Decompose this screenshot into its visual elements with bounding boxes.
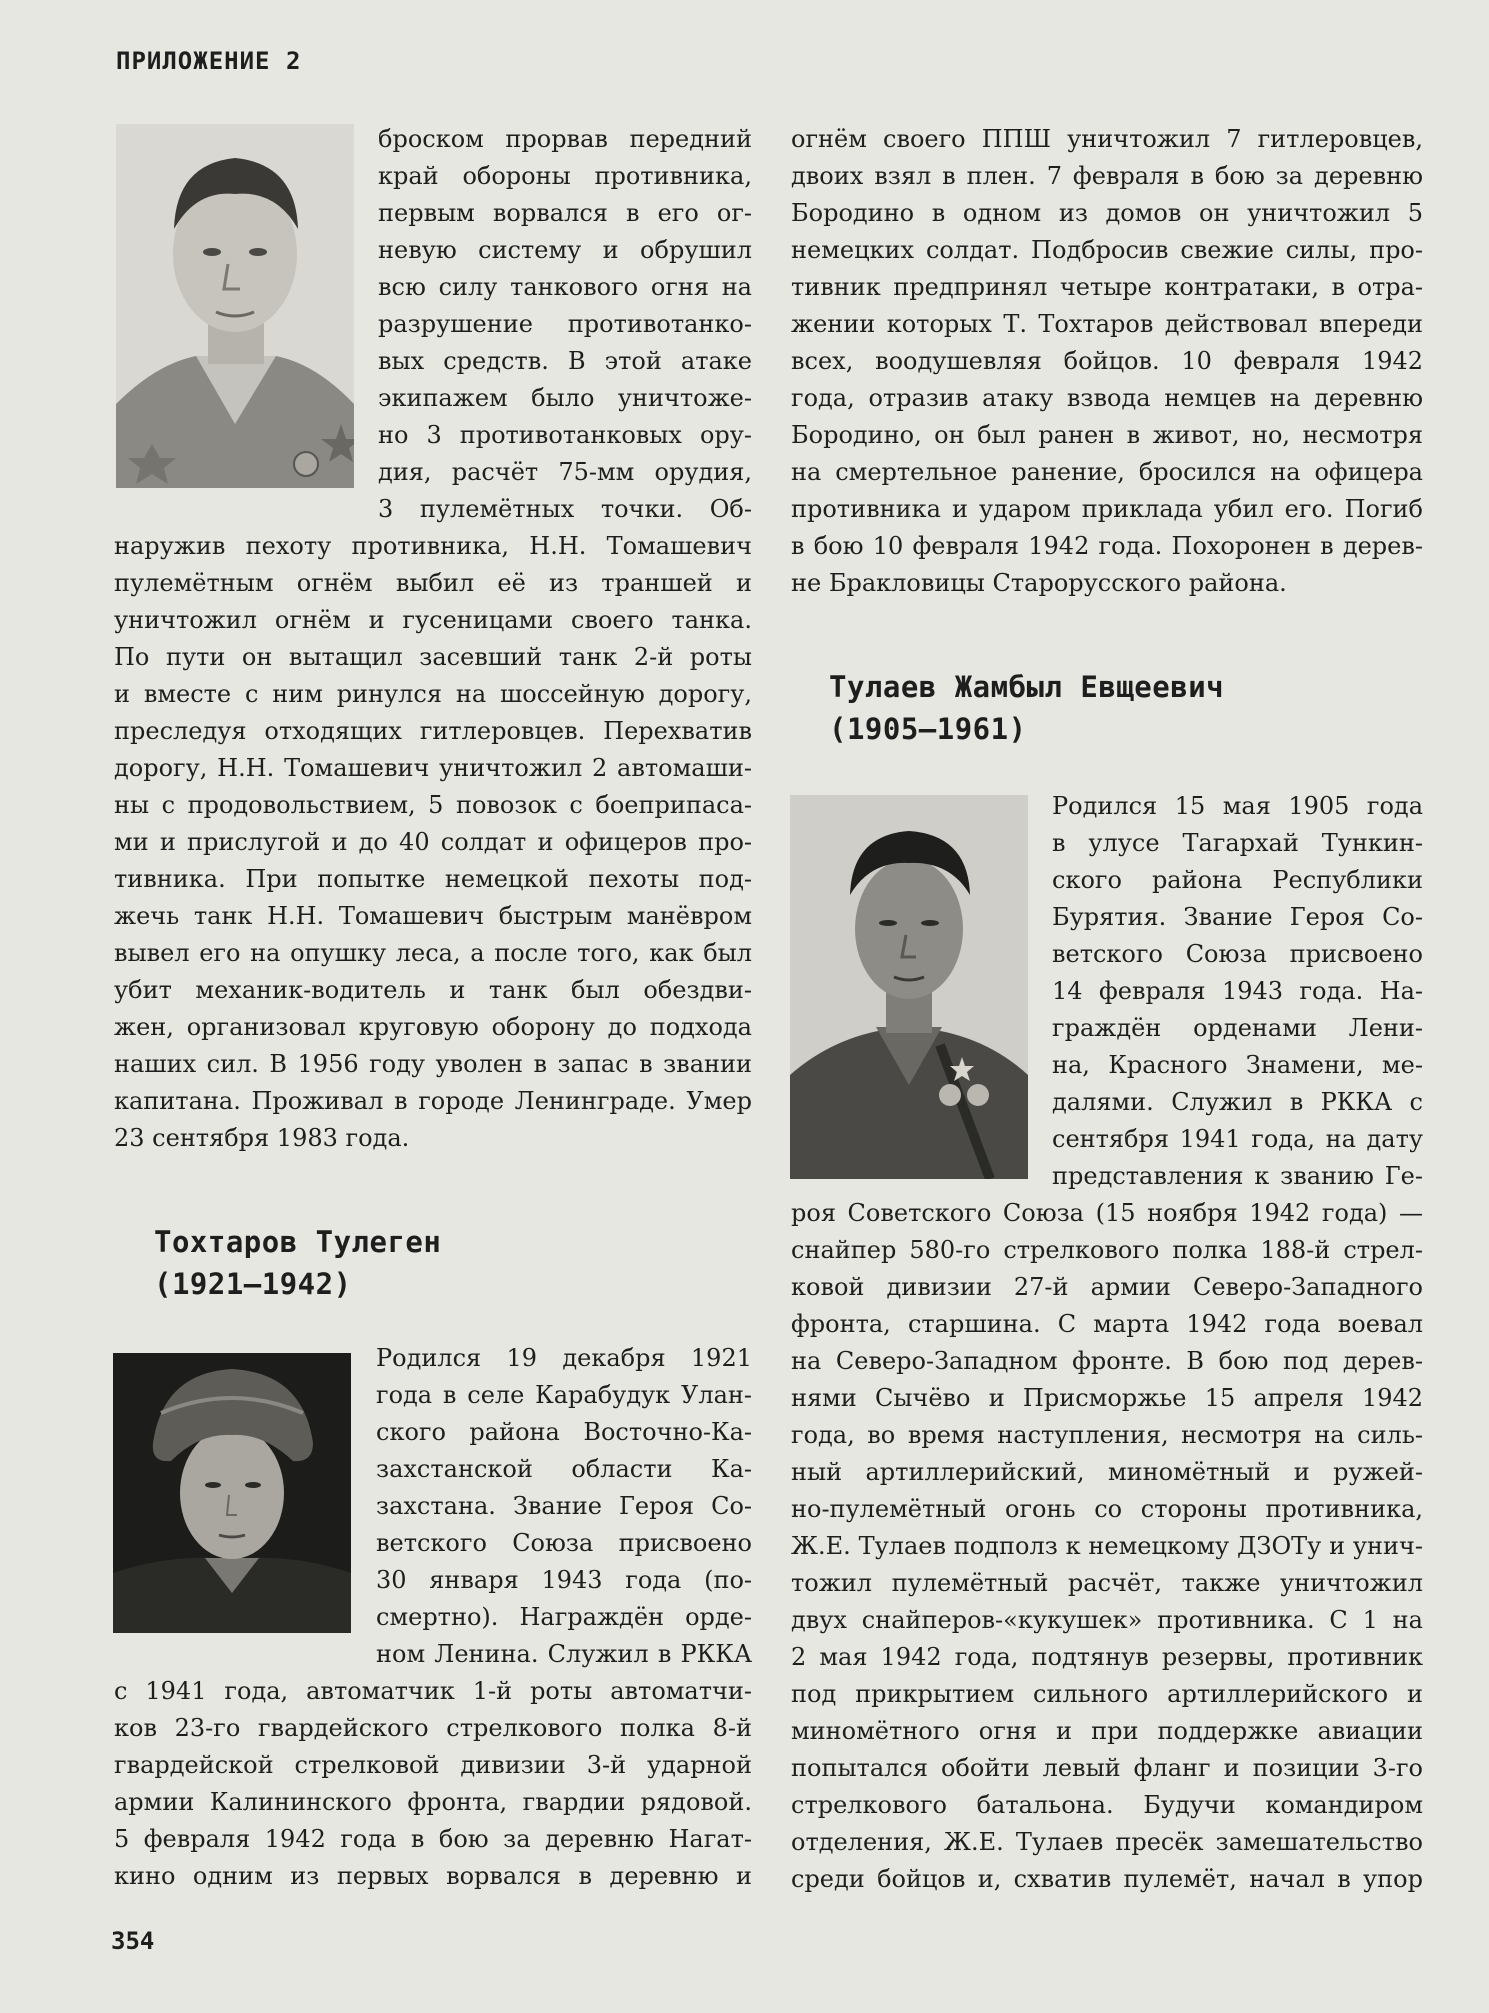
- text-line: броском прорвав передний: [378, 125, 752, 153]
- text-line: жении которых Т. Тохтаров действовал впереди: [791, 310, 1423, 338]
- text-line: тивника. При попытке немецкой пехоты под-: [114, 865, 752, 893]
- text-line: на смертельное ранение, бросился на офицера: [791, 458, 1423, 486]
- text-line: Родился 15 мая 1905 года: [1052, 792, 1423, 820]
- text-line: не Браклoвицы Старорусского района.: [791, 569, 1287, 597]
- text-line: тожил пулемётный расчёт, также уничтожил: [791, 1569, 1423, 1597]
- tulaev-heading: [829, 666, 1224, 750]
- text-line: но 3 противотанковых ору-: [378, 421, 752, 449]
- portrait-photo-tokhtarov: [113, 1353, 351, 1633]
- page-header: ПРИЛОЖЕНИЕ 2: [116, 47, 302, 75]
- text-line: жечь танк Н.Н. Томашевич быстрым манёвром: [114, 902, 752, 930]
- text-line: невую систему и обрушил: [378, 236, 752, 264]
- text-line: ского района Восточно-Ка-: [376, 1418, 752, 1446]
- text-line: ков 23-го гвардейского стрелкового полка 8-й: [114, 1714, 752, 1742]
- text-line: нями Сычёво и Присморжье 15 апреля 1942: [791, 1384, 1423, 1412]
- text-line: убит механик-водитель и танк был обездви-: [114, 976, 752, 1004]
- text-line: Бурятия. Звание Героя Со-: [1052, 903, 1423, 931]
- tokhtarov-heading: [154, 1221, 441, 1305]
- text-line: всю силу танкового огня на: [378, 273, 752, 301]
- text-line: гвардейской стрелковой дивизии 3-й ударной: [114, 1751, 752, 1779]
- text-line: дия, расчёт 75-мм орудия,: [378, 458, 752, 486]
- text-line: ный артиллерийский, миномётный и ружей-: [791, 1458, 1423, 1486]
- text-line: снайпер 580-го стрелкового полка 188-й стрел-: [791, 1236, 1423, 1264]
- text-line: уничтожил огнём и гусеницами своего танка.: [114, 606, 752, 634]
- text-line: сентября 1941 года, на дату: [1052, 1125, 1423, 1153]
- portrait-photo-tulaev: [790, 795, 1028, 1179]
- text-line: 23 сентября 1983 года.: [114, 1124, 410, 1152]
- text-line: всех, воодушевляя бойцов. 10 февраля 1942: [791, 347, 1423, 375]
- text-line: ны с продовольствием, 5 повозок с боеприпаса-: [114, 791, 752, 819]
- tulaev-text-wide: [791, 1195, 1423, 1898]
- text-line: кино одним из первых ворвался в деревню и: [114, 1862, 752, 1890]
- text-line: ветского Союза присвоено: [1052, 940, 1423, 968]
- text-line: край обороны противника,: [378, 162, 752, 190]
- tokhtarov-text-narrow: [376, 1340, 752, 1673]
- text-line: вывел его на опушку леса, а после того, как был: [114, 939, 752, 967]
- text-line: двух снайперов-«кукушек» противника. С 1 на: [791, 1606, 1423, 1634]
- text-line: смертно). Награждён орде-: [376, 1603, 752, 1631]
- text-line: миномётного огня и при поддержке авиации: [791, 1717, 1423, 1745]
- text-line: среди бойцов и, схватив пулемёт, начал в упор: [791, 1865, 1423, 1893]
- text-line: и вместе с ним ринулся на шоссейную дорогу,: [114, 680, 752, 708]
- text-line: вых средств. В этой атаке: [378, 347, 752, 375]
- text-line: ном Ленина. Служил в РККА: [376, 1640, 752, 1668]
- text-line: преследуя отходящих гитлеровцев. Перехватив: [114, 717, 752, 745]
- text-line: представления к званию Ге-: [1052, 1162, 1423, 1190]
- text-line: но-пулемётный огонь со стороны противника,: [791, 1495, 1423, 1523]
- hero-years: (1921—1942): [154, 1267, 352, 1301]
- text-line: года, отразив атаку взвода немцев на деревню: [791, 384, 1423, 412]
- text-line: наших сил. В 1956 году уволен в запас в звании: [114, 1050, 752, 1078]
- text-line: 30 января 1943 года (по-: [376, 1566, 752, 1594]
- hero-name: Тохтаров Тулеген: [154, 1225, 442, 1259]
- text-line: года в селе Карабудук Улан-: [376, 1381, 752, 1409]
- text-line: под прикрытием сильного артиллерийского и: [791, 1680, 1423, 1708]
- text-line: ского района Республики: [1052, 866, 1423, 894]
- text-line: пулемётным огнём выбил её из траншей и: [114, 569, 752, 597]
- portrait-photo-tomashevich: [116, 124, 354, 488]
- tokhtarov-text-wide: [114, 1673, 752, 1895]
- text-line: года, во время наступления, несмотря на силь-: [791, 1421, 1423, 1449]
- text-line: в бою 10 февраля 1942 года. Похоронен в дерев-: [791, 532, 1423, 560]
- text-line: в улусе Тагархай Тункин-: [1052, 829, 1423, 857]
- text-line: с 1941 года, автоматчик 1-й роты автоматчи-: [114, 1677, 752, 1705]
- tomashevich-text-wide: [114, 528, 752, 1157]
- text-line: отделения, Ж.Е. Тулаев пресёк замешательство: [791, 1828, 1423, 1856]
- text-line: армии Калининского фронта, гвардии рядовой.: [114, 1788, 752, 1816]
- text-line: захстанской области Ка-: [376, 1455, 752, 1483]
- text-line: фронта, старшина. С марта 1942 года воевал: [791, 1310, 1423, 1338]
- text-line: 5 февраля 1942 года в бою за деревню Нагат-: [114, 1825, 752, 1853]
- text-line: экипажем было уничтоже-: [378, 384, 752, 412]
- text-line: противника и ударом приклада убил его. Погиб: [791, 495, 1423, 523]
- text-line: Ж.Е. Тулаев подполз к немецкому ДЗОТу и унич-: [791, 1532, 1423, 1560]
- text-line: жен, организовал круговую оборону до подхода: [114, 1013, 752, 1041]
- text-line: капитана. Проживал в городе Ленинграде. Умер: [114, 1087, 752, 1115]
- text-line: тивник предпринял четыре контратаки, в отра-: [791, 273, 1423, 301]
- tomashevich-text-narrow: [378, 121, 752, 528]
- hero-years: (1905—1961): [829, 712, 1027, 746]
- text-line: ветского Союза присвоено: [376, 1529, 752, 1557]
- text-line: дорогу, Н.Н. Томашевич уничтожил 2 автомаши-: [114, 754, 752, 782]
- tokhtarov-text-continuation: [791, 121, 1423, 602]
- text-line: наружив пехоту противника, Н.Н. Томашевич: [114, 532, 752, 560]
- text-line: 2 мая 1942 года, подтянув резервы, противник: [791, 1643, 1423, 1671]
- page-number: 354: [111, 1927, 155, 1955]
- text-line: По пути он вытащил засевший танк 2-й роты: [114, 643, 752, 671]
- text-line: далями. Служил в РККА с: [1052, 1088, 1423, 1116]
- tulaev-text-narrow: [1052, 788, 1423, 1195]
- text-line: Бородино в одном из домов он уничтожил 5: [791, 199, 1423, 227]
- text-line: немецких солдат. Подбросив свежие силы, про-: [791, 236, 1423, 264]
- text-line: 3 пулемётных точки. Об-: [378, 495, 752, 523]
- text-line: ковой дивизии 27-й армии Северо-Западного: [791, 1273, 1423, 1301]
- hero-name: Тулаев Жамбыл Евщеевич: [829, 670, 1225, 704]
- text-line: на, Красного Знамени, ме-: [1052, 1051, 1423, 1079]
- text-line: 14 февраля 1943 года. На-: [1052, 977, 1423, 1005]
- text-line: ми и прислугой и до 40 солдат и офицеров про-: [114, 828, 752, 856]
- text-line: Родился 19 декабря 1921: [376, 1344, 752, 1372]
- text-line: попытался обойти левый фланг и позиции 3-го: [791, 1754, 1423, 1782]
- text-line: на Северо-Западном фронте. В бою под дерев-: [791, 1347, 1423, 1375]
- text-line: первым ворвался в его ог-: [378, 199, 752, 227]
- text-line: граждён орденами Лени-: [1052, 1014, 1423, 1042]
- text-line: захстана. Звание Героя Со-: [376, 1492, 752, 1520]
- text-line: огнём своего ППШ уничтожил 7 гитлеровцев,: [791, 125, 1423, 153]
- text-line: разрушение противотанко-: [378, 310, 752, 338]
- text-line: стрелкового батальона. Будучи командиром: [791, 1791, 1423, 1819]
- text-line: двоих взял в плен. 7 февраля в бою за деревню: [791, 162, 1423, 190]
- text-line: роя Советского Союза (15 ноября 1942 года) —: [791, 1199, 1423, 1227]
- text-line: Бородино, он был ранен в живот, но, несмотря: [791, 421, 1423, 449]
